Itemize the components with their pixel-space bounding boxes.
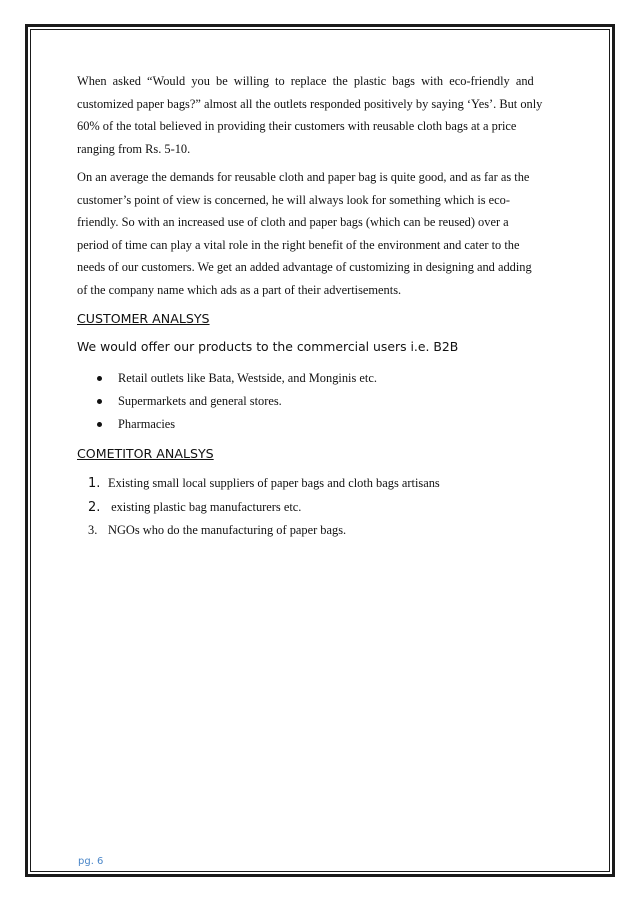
list-item: [97, 390, 567, 413]
intro-line: customized paper bags?” almost all the outlets responded positively by saying ‘Yes’. But only: [77, 96, 543, 111]
demand-line: customer’s point of view is concerned, he will always look for something which is eco-: [77, 192, 511, 207]
customer-analysis-heading: CUSTOMER ANALSYS: [77, 311, 210, 326]
demand-line: needs of our customers. We get an added advantage of customizing in designing and adding: [77, 260, 532, 274]
intro-paragraph: [77, 70, 567, 160]
demand-line: of the company name which ads as a part of their advertisements.: [77, 282, 402, 297]
list-item-text: existing plastic bag manufacturers etc.: [108, 499, 302, 514]
list-number: 2.: [88, 499, 101, 515]
bullet-icon: [97, 422, 102, 427]
list-item: [97, 413, 567, 436]
competitor-numbered-list: [77, 472, 567, 543]
intro-line: 60% of the total believed in providing their customers with reusable cloth bags at a price: [77, 119, 517, 133]
customer-analysis-subheading: We would offer our products to the commercial users i.e. B2B: [77, 339, 459, 354]
list-item: [88, 472, 567, 496]
bullet-text: Pharmacies: [118, 417, 176, 431]
list-item: [97, 367, 567, 390]
list-item: [88, 519, 567, 543]
list-item: [88, 496, 567, 520]
intro-line: When asked “Would you be willing to replace the plastic bags with eco-friendly and: [77, 74, 534, 88]
bullet-text: Supermarkets and general stores.: [118, 394, 282, 408]
list-item-text: NGOs who do the manufacturing of paper bags.: [108, 523, 347, 537]
page-content: [77, 70, 567, 543]
page-number: pg. 6: [78, 856, 104, 867]
demand-paragraph: [77, 166, 567, 301]
list-item-text: Existing small local suppliers of paper bags and cloth bags artisans: [108, 476, 440, 490]
demand-line: On an average the demands for reusable cloth and paper bag is quite good, and as far as the: [77, 170, 530, 184]
list-number: 3.: [88, 523, 98, 537]
customer-bullet-list: [77, 367, 567, 436]
list-number: 1.: [88, 476, 101, 491]
competitor-analysis-heading: COMETITOR ANALSYS: [77, 446, 214, 461]
bullet-icon: [97, 376, 102, 381]
intro-line: ranging from Rs. 5-10.: [77, 141, 191, 156]
demand-line: friendly. So with an increased use of cloth and paper bags (which can be reused) over a: [77, 215, 509, 229]
bullet-icon: [97, 399, 102, 404]
bullet-text: Retail outlets like Bata, Westside, and Monginis etc.: [118, 371, 377, 385]
demand-line: period of time can play a vital role in the right benefit of the environment and cater to the: [77, 237, 520, 252]
